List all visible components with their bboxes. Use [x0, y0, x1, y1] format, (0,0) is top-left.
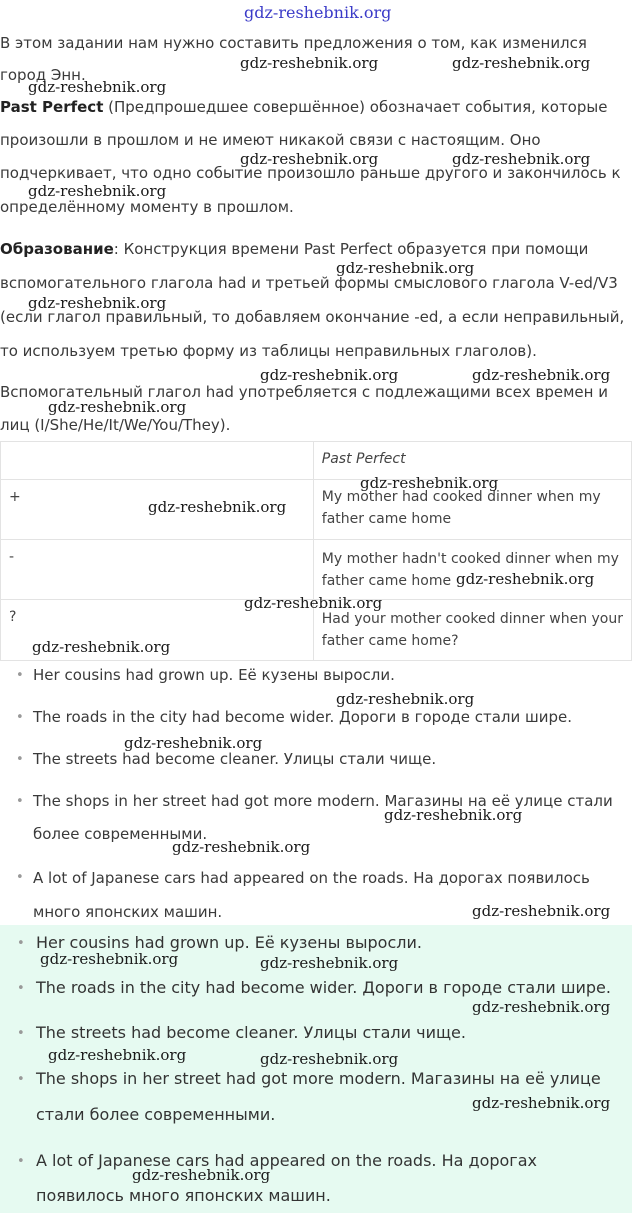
watermark-header: gdz-reshebnik.org	[244, 3, 392, 22]
table-example-line-2: father came home	[321, 511, 452, 527]
bullet-icon: •	[17, 1072, 25, 1087]
table-sign-question: ?	[9, 609, 17, 625]
definition-line-1	[0, 97, 621, 117]
table-example-line-1: Had your mother cooked dinner when your	[321, 611, 623, 627]
watermark: gdz-reshebnik.org	[244, 594, 383, 612]
definition-line-2: произошли в прошлом и не имеют никакой связи с настоящим. Оно	[0, 131, 541, 149]
watermark: gdz-reshebnik.org	[452, 54, 591, 72]
formation-line-1-rest: : Конструкция времени Past Perfect образуется при помощи	[113, 240, 589, 258]
watermark: gdz-reshebnik.org	[456, 570, 595, 588]
watermark: gdz-reshebnik.org	[260, 954, 399, 972]
formation-line-2: вспомогательного глагола had и третьей формы смыслового глагола V-ed/V3	[0, 274, 618, 292]
intro-line-1: В этом задании нам нужно составить предложения о том, как изменился	[0, 34, 587, 52]
list-item-line-1: The shops in her street had got more modern. Магазины на её улице стали	[33, 792, 613, 810]
watermark: gdz-reshebnik.org	[472, 902, 611, 920]
table-sign-plus: +	[9, 489, 21, 505]
watermark: gdz-reshebnik.org	[360, 474, 499, 492]
list-item-text	[36, 1023, 466, 1042]
table-row	[1, 480, 632, 540]
watermark: gdz-reshebnik.org	[384, 806, 523, 824]
list-item-line-1: The streets had become cleaner. Улицы стали чище.	[36, 1023, 466, 1042]
intro-line-2: город Энн.	[0, 66, 86, 84]
bullet-icon: •	[16, 794, 24, 809]
formation-line-3: (если глагол правильный, то добавляем окончание -ed, а если неправильный,	[0, 308, 625, 326]
bullet-icon: •	[16, 668, 24, 683]
watermark: gdz-reshebnik.org	[124, 734, 263, 752]
watermark: gdz-reshebnik.org	[472, 366, 611, 384]
watermark: gdz-reshebnik.org	[472, 1094, 611, 1112]
bullet-icon: •	[16, 710, 24, 725]
list-item-line-2: много японских машин.	[33, 903, 223, 921]
watermark: gdz-reshebnik.org	[260, 366, 399, 384]
watermark: gdz-reshebnik.org	[172, 838, 311, 856]
bullet-icon: •	[17, 1154, 25, 1169]
watermark: gdz-reshebnik.org	[472, 998, 611, 1016]
list-item-line-2: более современными.	[33, 825, 208, 843]
list-item-line-1: A lot of Japanese cars had appeared on the roads. На дорогах появилось	[33, 869, 590, 887]
list-item-line-1: Her cousins had grown up. Её кузены выросли.	[36, 933, 422, 952]
table-example-line-2: father came home	[321, 573, 452, 589]
watermark: gdz-reshebnik.org	[48, 398, 187, 416]
list-item-text	[36, 1143, 537, 1213]
watermark: gdz-reshebnik.org	[336, 690, 475, 708]
bullet-icon: •	[16, 870, 24, 885]
list-item-line-1: The roads in the city had become wider. Дороги в городе стали шире.	[33, 708, 573, 726]
bullet-icon: •	[17, 936, 25, 951]
past-perfect-table	[0, 441, 632, 661]
table-example-line-2: father came home?	[321, 633, 459, 649]
list-item-line-1: Her cousins had grown up. Её кузены выросли.	[33, 666, 395, 684]
definition-line-3: подчеркивает, что одно событие произошло раньше другого и закончилось к	[0, 164, 621, 182]
table-example-line-1: My mother hadn't cooked dinner when my	[321, 551, 619, 567]
bullet-icon: •	[17, 1026, 25, 1041]
watermark: gdz-reshebnik.org	[40, 950, 179, 968]
definition-term: Past Perfect	[0, 98, 104, 116]
watermark: gdz-reshebnik.org	[452, 150, 591, 168]
table-sign-minus: -	[9, 549, 15, 565]
watermark: gdz-reshebnik.org	[48, 1046, 187, 1064]
list-item-text	[33, 750, 436, 768]
formation-line-1	[0, 239, 624, 259]
list-item-text	[33, 708, 572, 726]
list-item-line-1: A lot of Japanese cars had appeared on the roads. На дорогах	[36, 1151, 537, 1170]
list-item-line-1: The streets had become cleaner. Улицы стали чище.	[33, 750, 437, 768]
auxiliary-line-2: лиц (I/She/He/It/We/You/They).	[0, 416, 231, 434]
watermark: gdz-reshebnik.org	[28, 294, 167, 312]
formation-term: Образование	[0, 240, 114, 258]
list-item-text	[36, 978, 611, 997]
definition-line-1-rest: (Предпрошедшее совершённое) обозначает события, которые	[103, 98, 608, 116]
formation-line-4: то используем третью форму из таблицы неправильных глаголов).	[0, 342, 537, 360]
list-item-line-1: The shops in her street had got more modern. Магазины на её улице	[36, 1069, 601, 1088]
list-item-text	[33, 785, 613, 851]
list-item-text	[33, 666, 395, 684]
definition-line-4: определённому моменту в прошлом.	[0, 198, 294, 216]
table-header-row	[1, 442, 632, 480]
list-item-line-2: появилось много японских машин.	[36, 1186, 331, 1205]
list-item-line-2: стали более современными.	[36, 1105, 276, 1124]
table-sign-cell	[1, 540, 314, 600]
watermark: gdz-reshebnik.org	[28, 182, 167, 200]
bullet-icon: •	[17, 981, 25, 996]
watermark: gdz-reshebnik.org	[32, 638, 171, 656]
watermark: gdz-reshebnik.org	[240, 150, 379, 168]
watermark: gdz-reshebnik.org	[260, 1050, 399, 1068]
watermark: gdz-reshebnik.org	[336, 259, 475, 277]
watermark: gdz-reshebnik.org	[132, 1166, 271, 1184]
watermark: gdz-reshebnik.org	[148, 498, 287, 516]
watermark: gdz-reshebnik.org	[28, 78, 167, 96]
table-header-label: Past Perfect	[321, 451, 406, 467]
table-header-empty-cell	[1, 442, 314, 480]
auxiliary-line-1: Вспомогательный глагол had употребляется с подлежащими всех времен и	[0, 383, 608, 401]
table-example-line-1: My mother had cooked dinner when my	[321, 489, 601, 505]
watermark: gdz-reshebnik.org	[240, 54, 379, 72]
list-item-line-1: The roads in the city had become wider. Дороги в городе стали шире.	[36, 978, 611, 997]
bullet-icon: •	[16, 752, 24, 767]
